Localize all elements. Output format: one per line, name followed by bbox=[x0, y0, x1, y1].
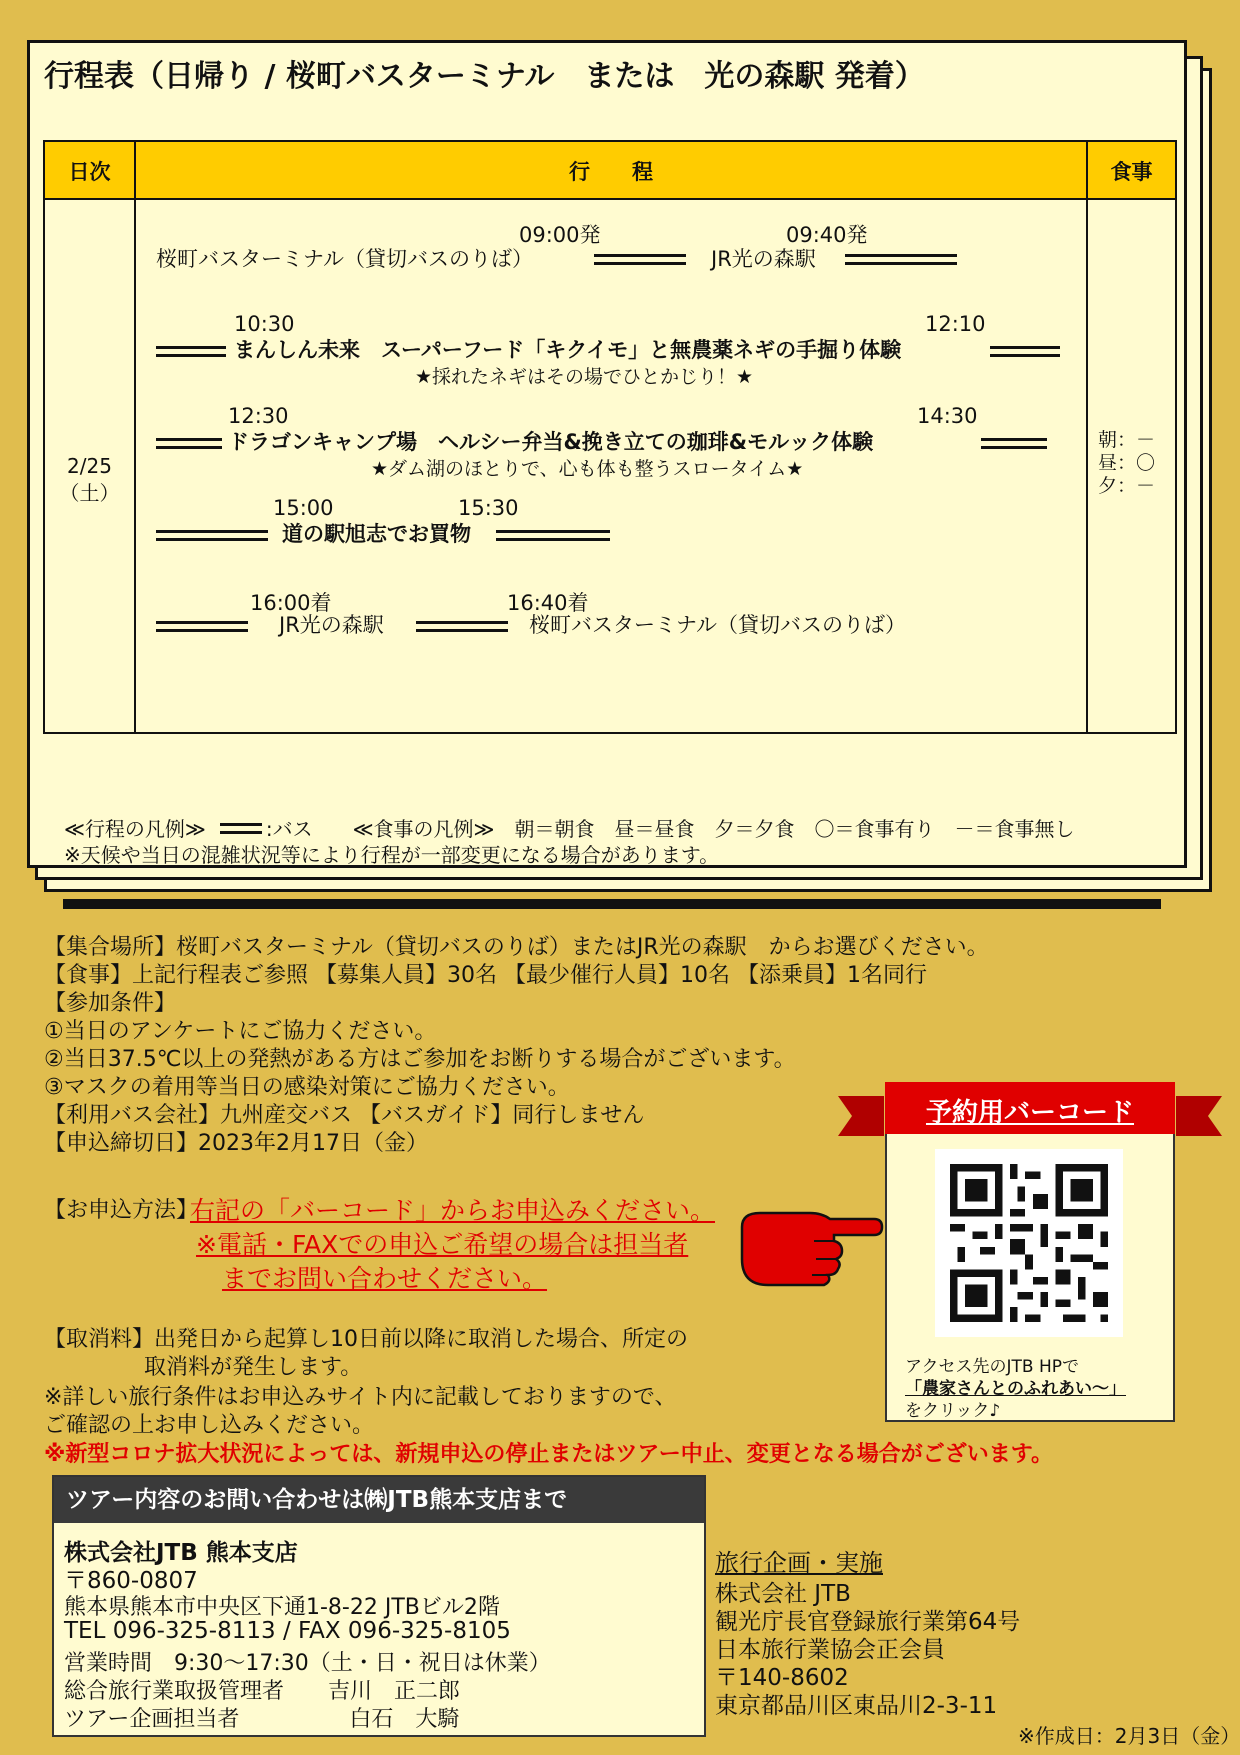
organizer-address: 東京都品川区東品川2-3-11 bbox=[715, 1693, 998, 1719]
bus-line bbox=[156, 438, 222, 449]
covid-notice: ※新型コロナ拡大状況によっては、新規申込の停止またはツアー中止、変更となる場合がございます。 bbox=[44, 1442, 1053, 1467]
itinerary-table bbox=[43, 140, 1177, 734]
info-deadline: 【申込締切日】2023年2月17日（金） bbox=[44, 1131, 428, 1156]
header-meal: 食事 bbox=[1110, 160, 1153, 184]
contact-company: 株式会社JTB 熊本支店 bbox=[64, 1540, 298, 1566]
contact-planner: ツアー企画担当者 白石 大騎 bbox=[64, 1707, 460, 1732]
leg-end-arrive-time-2: 16:40着 bbox=[507, 591, 589, 615]
bus-line bbox=[156, 621, 248, 632]
apply-method-phone: ※電話・FAXでの申込ご希望の場合は担当者 bbox=[196, 1230, 689, 1259]
qr-caption-3: をクリック♪ bbox=[905, 1401, 1001, 1421]
info-conditions-label: 【参加条件】 bbox=[44, 991, 177, 1016]
organizer-heading: 旅行企画・実施 bbox=[715, 1549, 883, 1577]
stop2-depart-time: 14:30 bbox=[917, 404, 978, 428]
meal-breakfast: 朝：－ bbox=[1098, 429, 1156, 451]
apply-method-barcode: 右記の「バーコード」からお申込みください。 bbox=[190, 1196, 716, 1225]
itinerary-card bbox=[27, 40, 1187, 868]
leg-end-destination: 桜町バスターミナル（貸切バスのりば） bbox=[529, 613, 906, 637]
pointing-hand-icon bbox=[738, 1203, 884, 1289]
cancel-fee-1: 【取消料】出発日から起算し10日前以降に取消した場合、所定の bbox=[44, 1327, 688, 1352]
column-divider bbox=[1086, 142, 1088, 732]
qr-caption-1: アクセス先のJTB HPで bbox=[905, 1357, 1079, 1377]
bus-line bbox=[156, 530, 268, 541]
stop3-arrive-time: 15:00 bbox=[273, 496, 334, 520]
header-itinerary: 行 程 bbox=[569, 160, 653, 184]
conditions-note-1: ※詳しい旅行条件はお申込みサイト内に記載しておりますので、 bbox=[44, 1385, 677, 1410]
legend-route-label: ≪行程の凡例≫ bbox=[64, 817, 206, 841]
qr-caption-2: 「農家さんとのふれあい～」 bbox=[905, 1379, 1126, 1399]
stop1-note: ★採れたネギはその場でひとかじり！★ bbox=[415, 366, 754, 388]
organizer-association: 日本旅行業協会正会員 bbox=[715, 1637, 945, 1663]
qr-ribbon-label: 予約用バーコード bbox=[925, 1098, 1134, 1128]
meal-lunch: 昼：〇 bbox=[1098, 452, 1156, 474]
leg1-depart-time: 09:00発 bbox=[519, 223, 601, 247]
leg1-stop: JR光の森駅 bbox=[711, 247, 816, 271]
info-bus-company: 【利用バス会社】九州産交バス 【バスガイド】同行しません bbox=[44, 1103, 645, 1128]
contact-hours: 営業時間 9:30～17:30（土・日・祝日は休業） bbox=[64, 1651, 551, 1676]
apply-method-contact: までお問い合わせください。 bbox=[222, 1264, 548, 1293]
stop2-arrive-time: 12:30 bbox=[228, 404, 289, 428]
contact-address: 熊本県熊本市中央区下通1-8-22 JTBビル2階 bbox=[64, 1595, 500, 1620]
stop1-name: まんしん未来 スーパーフード「キクイモ」と無農薬ネギの手掘り体験 bbox=[234, 338, 902, 362]
stop3-name: 道の駅旭志でお買物 bbox=[282, 522, 471, 546]
info-condition-2: ②当日37.5℃以上の発熱がある方はご参加をお断りする場合がございます。 bbox=[44, 1047, 796, 1072]
info-condition-1: ①当日のアンケートにご協力ください。 bbox=[44, 1019, 437, 1044]
meal-dinner: 夕：－ bbox=[1098, 475, 1156, 497]
qr-code[interactable] bbox=[935, 1149, 1123, 1337]
legend-bus-line bbox=[220, 823, 262, 834]
conditions-note-2: ご確認の上お申し込みください。 bbox=[44, 1413, 375, 1438]
bus-line bbox=[990, 346, 1060, 357]
stop2-note: ★ダム湖のほとりで、心も体も整うスロータイム★ bbox=[371, 458, 804, 480]
bus-line bbox=[594, 254, 686, 265]
leg1-stop-time: 09:40発 bbox=[786, 223, 868, 247]
bus-line bbox=[416, 621, 508, 632]
contact-box bbox=[52, 1475, 706, 1737]
contact-zip: 〒860-0807 bbox=[64, 1568, 198, 1594]
contact-heading: ツアー内容のお問い合わせは㈱JTB熊本支店まで bbox=[54, 1477, 704, 1523]
qr-ribbon bbox=[885, 1082, 1175, 1134]
stop2-name: ドラゴンキャンプ場 ヘルシー弁当&挽き立ての珈琲&モルック体験 bbox=[228, 430, 874, 454]
organizer-company: 株式会社 JTB bbox=[715, 1581, 851, 1607]
legend-route bbox=[64, 813, 1075, 842]
bus-line bbox=[845, 254, 957, 265]
bus-line bbox=[981, 438, 1047, 449]
legend-note: ※天候や当日の混雑状況等により行程が一部変更になる場合があります。 bbox=[64, 843, 720, 867]
cancel-fee-2: 取消料が発生します。 bbox=[144, 1355, 363, 1380]
ribbon-tail-right bbox=[1176, 1092, 1222, 1144]
contact-phone: TEL 096-325-8113 / FAX 096-325-8105 bbox=[64, 1618, 511, 1644]
leg1-origin: 桜町バスターミナル（貸切バスのりば） bbox=[156, 247, 533, 271]
stop1-arrive-time: 10:30 bbox=[234, 312, 295, 336]
legend-meal-label: :バス ≪食事の凡例≫ 朝＝朝食 昼＝昼食 夕＝夕食 〇＝食事有り －＝食事無し bbox=[265, 817, 1075, 841]
organizer-zip: 〒140-8602 bbox=[715, 1665, 849, 1691]
stop3-depart-time: 15:30 bbox=[458, 496, 519, 520]
info-meeting-place: 【集合場所】桜町バスターミナル（貸切バスのりば）またはJR光の森駅 からお選びください。 bbox=[44, 935, 989, 960]
itinerary-title: 行程表（日帰り / 桜町バスターミナル または 光の森駅 発着） bbox=[44, 59, 925, 94]
day-date: 2/25 bbox=[67, 454, 112, 478]
info-condition-3: ③マスクの着用等当日の感染対策にご協力ください。 bbox=[44, 1075, 570, 1100]
ribbon-tail-left bbox=[838, 1092, 884, 1144]
bus-line bbox=[496, 530, 610, 541]
qr-code-icon bbox=[935, 1149, 1123, 1337]
column-divider bbox=[134, 142, 136, 732]
stop1-depart-time: 12:10 bbox=[925, 312, 986, 336]
info-meal-capacity: 【食事】上記行程表ご参照 【募集人員】30名 【最少催行人員】10名 【添乗員】1名同行 bbox=[44, 963, 927, 988]
header-day: 日次 bbox=[68, 160, 111, 184]
contact-manager: 総合旅行業取扱管理者 吉川 正二郎 bbox=[64, 1679, 461, 1704]
leg-end-arrive-time: 16:00着 bbox=[250, 591, 332, 615]
leg-end-stop: JR光の森駅 bbox=[279, 613, 384, 637]
organizer-registration: 観光庁長官登録旅行業第64号 bbox=[715, 1609, 1021, 1635]
day-weekday: （土） bbox=[59, 481, 120, 505]
created-date: ※作成日：2月3日（金） bbox=[1018, 1724, 1240, 1748]
bus-line bbox=[156, 346, 226, 357]
section-divider bbox=[63, 899, 1161, 909]
apply-method-label: 【お申込方法】 bbox=[44, 1198, 199, 1223]
